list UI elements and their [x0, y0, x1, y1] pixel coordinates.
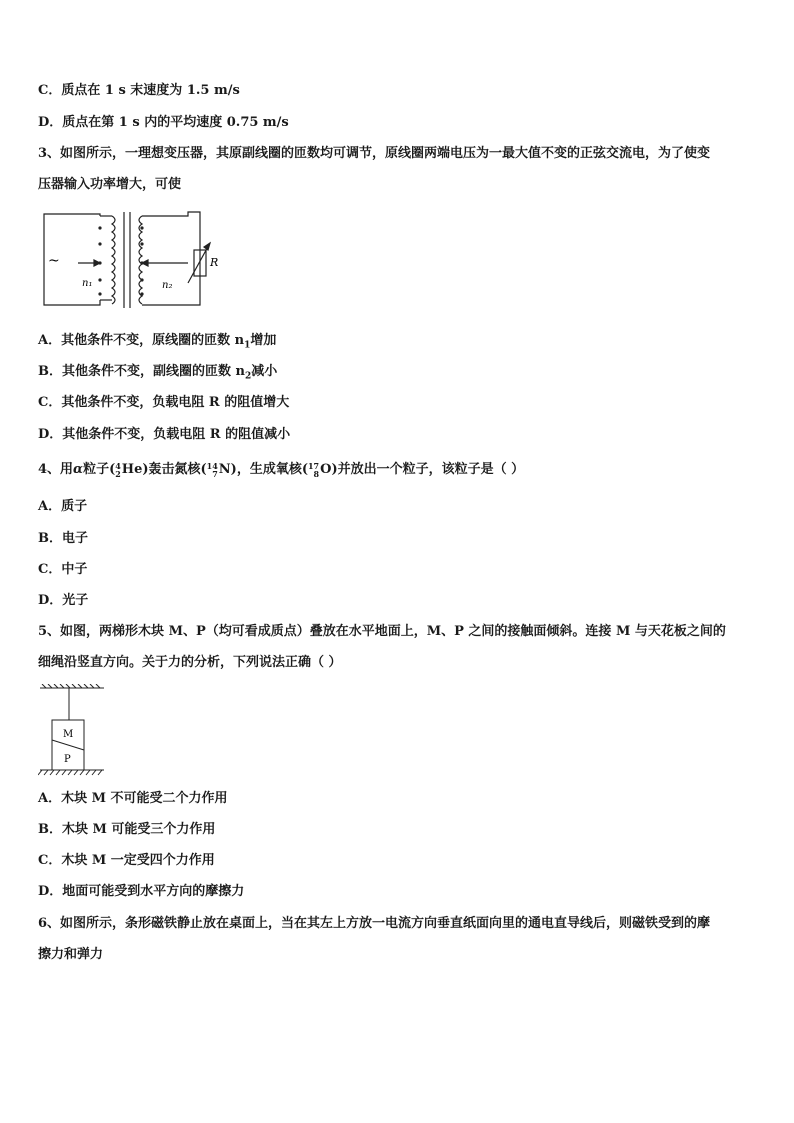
block-m-label: M: [63, 729, 74, 740]
q5-option-c: C．木块 M 一定受四个力作用: [38, 853, 215, 868]
q3-option-d: D．其他条件不变，负载电阻 R 的阻值减小: [38, 427, 291, 442]
q5-option-d: D．地面可能受到水平方向的摩擦力: [38, 884, 245, 899]
resistor-label: R: [210, 256, 219, 269]
q3-option-b: B．其他条件不变，副线圈的匝数 $n_2$减小: [38, 364, 278, 382]
n1-label: n₁: [82, 278, 93, 289]
q4-stem: 4、用α粒子( 4 2 He)轰击氮核( 14 7 N)，生成氧核( 17 8 O)并放出一个粒子，该粒子是（ ）: [38, 460, 525, 479]
q5-option-a: A．木块 M 不可能受二个力作用: [38, 791, 228, 806]
block-p-label: P: [64, 754, 71, 765]
q4-option-b: B．电子: [38, 531, 88, 546]
n2-label: n₂: [162, 280, 173, 291]
q2-option-d: D．质点在第 1 s 内的平均速度 0.75 m/s: [38, 115, 289, 130]
q6-stem-line1: 6、如图所示，条形磁铁静止放在桌面上，当在其左上方放一电流方向垂直纸面向里的通电直导线后，则磁铁受到的摩: [38, 916, 711, 931]
q3-stem-line1: 3、如图所示，一理想变压器，其原副线圈的匝数均可调节，原线圈两端电压为一最大值不变的正弦交流电，为了使变: [38, 146, 711, 161]
q3-option-c: C．其他条件不变，负载电阻 R 的阻值增大: [38, 395, 290, 410]
transformer-figure: [38, 208, 228, 313]
q3-stem-line2: 压器输入功率增大，可使: [38, 177, 182, 192]
q5-option-b: B．木块 M 可能受三个力作用: [38, 822, 216, 837]
blocks-figure: [38, 684, 108, 776]
q5-stem-line1: 5、如图，两梯形木块 M、P（均可看成质点）叠放在水平地面上，M、P 之间的接触面倾斜。连接 M 与天花板之间的: [38, 624, 726, 639]
q5-stem-line2: 细绳沿竖直方向。关于力的分析，下列说法正确（ ）: [38, 655, 342, 670]
q2-option-c: C．质点在 1 s 末速度为 1.5 m/s: [38, 83, 240, 98]
q4-option-c: C．中子: [38, 562, 88, 577]
q4-option-d: D．光子: [38, 593, 89, 608]
q6-stem-line2: 擦力和弹力: [38, 947, 104, 962]
ac-source-symbol: ~: [48, 253, 60, 269]
q4-option-a: A．质子: [38, 499, 88, 514]
q3-option-a: A．其他条件不变，原线圈的匝数 $n_1$增加: [38, 333, 277, 351]
